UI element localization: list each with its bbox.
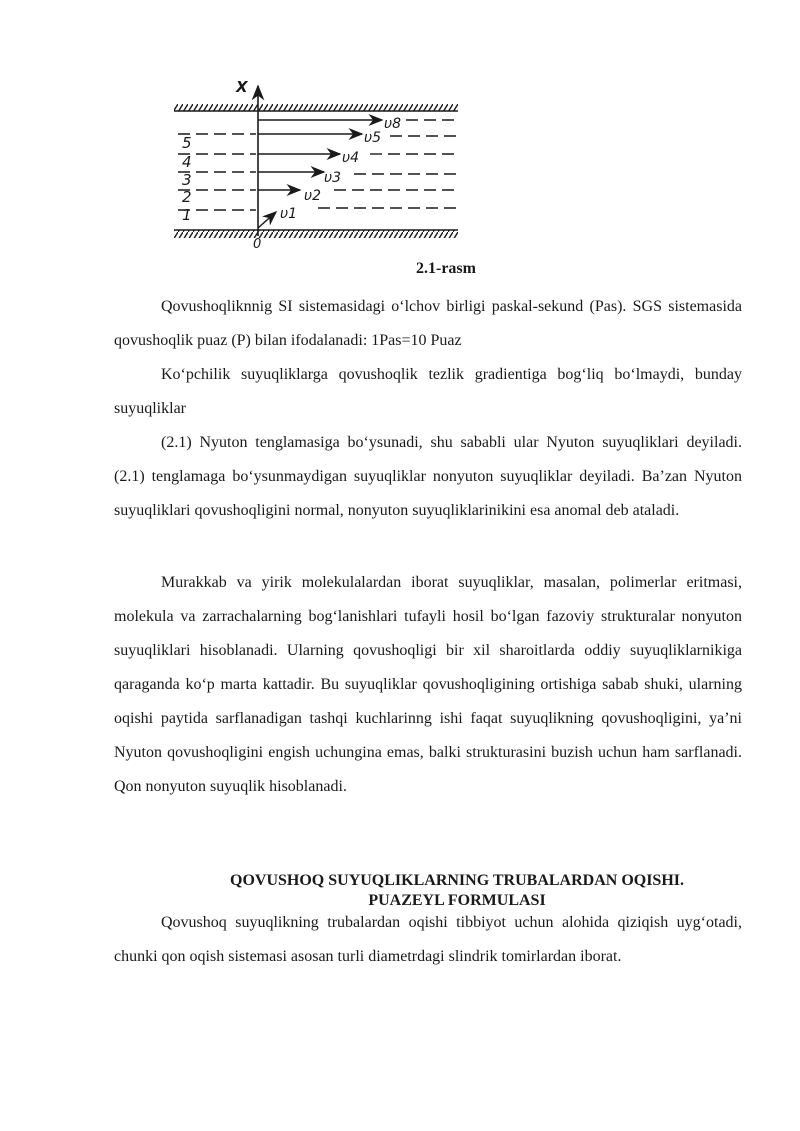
layer-number-2: 2 bbox=[182, 188, 192, 206]
paragraph-5-text: Qovushoq suyuqlikning trubalardan oqishi tibbiyot uchun alohida qiziqish uyg‘otadi, chunki qon oqish sistemasi asosan turli diametrdagi slindrik tomirlardan iborat. bbox=[114, 914, 742, 965]
velocity-profile-figure bbox=[168, 72, 464, 254]
origin-label: 0 bbox=[253, 237, 262, 252]
paragraph-2 bbox=[114, 358, 742, 426]
paragraph-3 bbox=[114, 426, 742, 528]
velocity-profile-drawing bbox=[168, 72, 464, 254]
paragraph-3-text: (2.1) Nyuton tenglamasiga bo‘ysunadi, shu sababli ular Nyuton suyuqliklari deyiladi. (2.1) tenglamaga bo‘ysunmaydigan suyuqliklar nonyuton suyuqliklar deyiladi. Ba’zan Nyuton suyuqliklari qovushoqligini normal, nonyuton suyuqliklarinikini esa anomal deb ataladi. bbox=[114, 434, 742, 519]
paragraph-2-text: Ko‘pchilik suyuqliklarga qovushoqlik tezlik gradientiga bog‘liq bo‘lmaydi, bunday suyuqliklar bbox=[114, 366, 742, 417]
velocity-label-4: υ4 bbox=[342, 150, 360, 166]
velocity-label-2: υ2 bbox=[304, 188, 322, 204]
figure-caption: 2.1-rasm bbox=[416, 260, 476, 277]
velocity-label-1: υ1 bbox=[280, 206, 298, 222]
layer-number-5: 5 bbox=[182, 134, 192, 152]
layer-number-1: 1 bbox=[182, 206, 192, 224]
paragraph-5 bbox=[114, 906, 742, 974]
layer-number-4: 4 bbox=[182, 153, 192, 171]
layer-lines-right bbox=[318, 120, 458, 208]
section-heading bbox=[114, 871, 800, 911]
velocity-label-5: υ5 bbox=[364, 130, 382, 146]
paragraph-1-text: Qovushoqliknnig SI sistemasidagi o‘lchov birligi paskal-sekund (Pas). SGS sistemasida qovushoqlik puaz (P) bilan ifodalanadi: 1Pas=10 Puaz bbox=[114, 298, 742, 349]
layer-number-3: 3 bbox=[182, 171, 192, 189]
paragraph-4 bbox=[114, 566, 742, 804]
top-plate bbox=[174, 104, 458, 111]
axis-x-label: X bbox=[236, 78, 248, 96]
velocity-label-3: υ3 bbox=[324, 170, 342, 186]
section-heading-line-1: QOVUSHOQ SUYUQLIKLARNING TRUBALARDAN OQISHI. bbox=[230, 872, 684, 889]
velocity-label-8: υ8 bbox=[384, 116, 402, 132]
paragraph-1 bbox=[114, 290, 742, 358]
section-heading-line-2: PUAZEYL FORMULASI bbox=[368, 892, 546, 909]
paragraph-4-text: Murakkab va yirik molekulalardan iborat suyuqliklar, masalan, polimerlar eritmasi, molekula va zarrachalarning bog‘lanishlari tufayli hosil bo‘lgan fazoviy strukturalar nonyuton suyuqliklari hisoblanadi. Ularning qovushoqligi bir xil sharoitlarda oddiy suyuqliklarnikiga qaraganda ko‘p marta kattadir. Bu suyuqliklar qovushoqligining ortishiga sabab shuki, ularning oqishi paytida sarflanadigan tashqi kuchlarinng ishi faqat suyuqlikning qovushoqligini, ya’ni Nyuton qovushoqligini engish uchungina emas, balki strukturasini buzish uchun ham sarflanadi. Qon nonyuton suyuqlik hisoblanadi. bbox=[114, 574, 742, 795]
